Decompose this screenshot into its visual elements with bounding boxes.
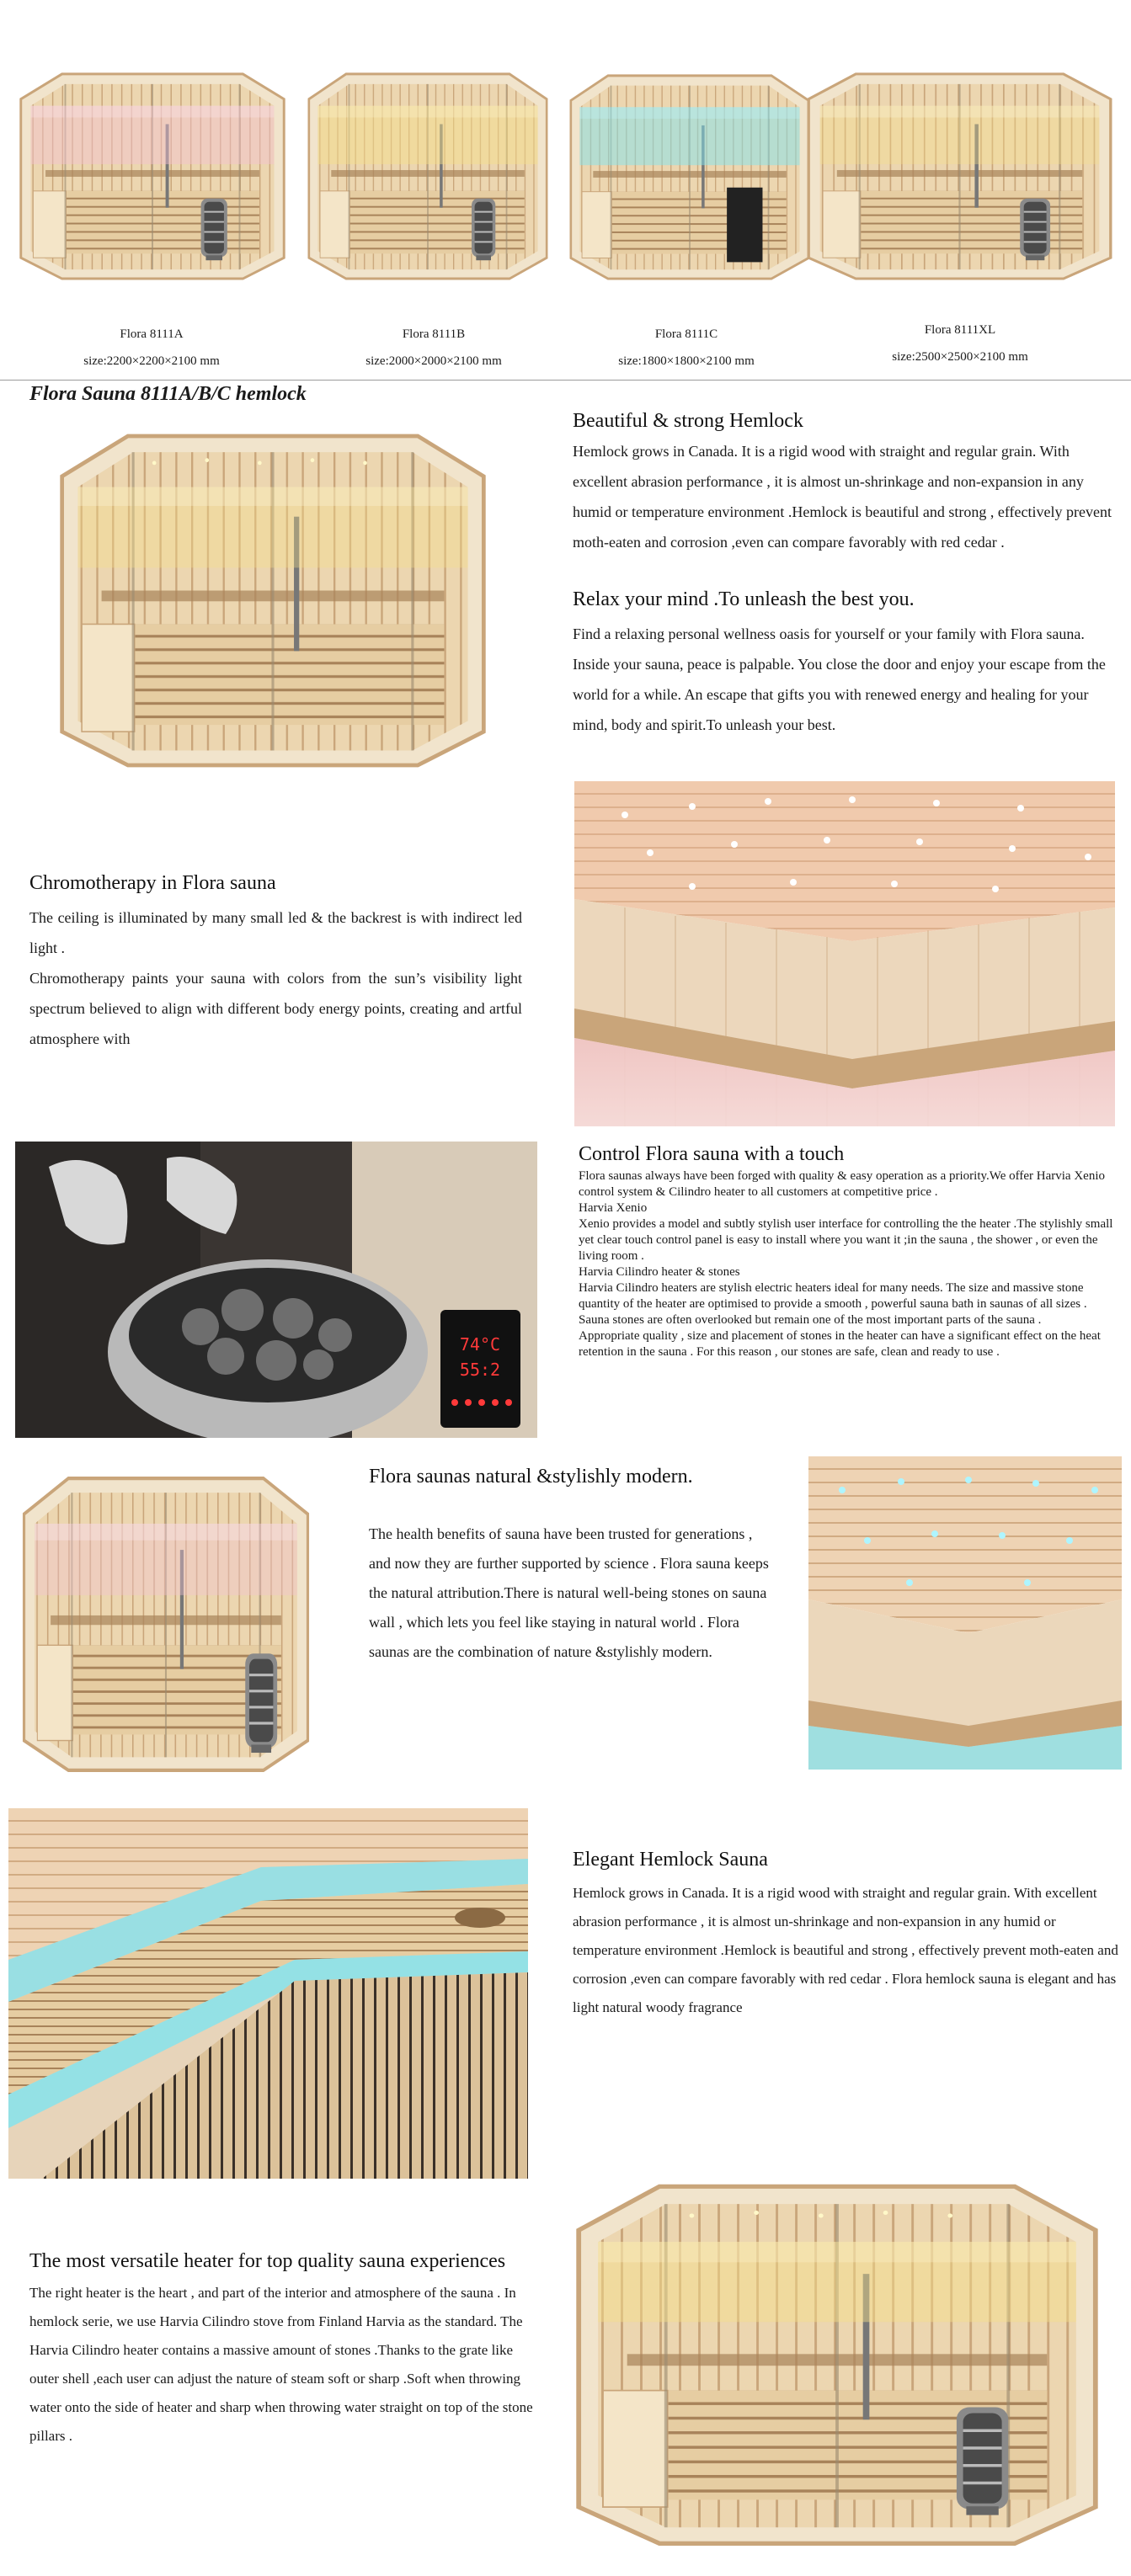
heater-body: The right heater is the heart , and part of the interior and atmosphere of the sauna . In hemlock serie, we use Harvia Cilindro stove from Finland Harvia as the standard. The Harvia Cilindro heater contains a massive amount of stones .Thanks to the grate like outer shell ,each user can adjust the nature of steam soft or sharp .Soft when throwing water onto the side of heater and sharp when throwing water straight on top of the stone pillars .	[29, 2285, 533, 2444]
control-line: Sauna stones are often overlooked but remain one of the most important parts of the sauna .	[579, 1313, 1042, 1327]
sauna-heater-image	[563, 2172, 1112, 2551]
control-heading: Control Flora sauna with a touch	[579, 1143, 845, 1165]
led-cyan-ceiling-image	[808, 1456, 1122, 1770]
product-image-8111a	[13, 66, 292, 283]
control-line: Xenio provides a model and subtly stylish user interface for controlling the the heater .The stylishly small yet clear touch control panel is easy to install where you want it ;in the sauna , the shower , or even the living room .	[579, 1217, 1113, 1263]
relax-body: Find a relaxing personal wellness oasis for yourself or your family with Flora sauna. Inside your sauna, peace is palpable. You close the door and enjoy your escape from the world for a while. An escape that gifts you with renewed energy and healing for your mind, body and spirit.To unleash your best.	[573, 625, 1106, 733]
panel-temp: 74°C	[459, 1334, 501, 1355]
panel-time: 55:2	[459, 1360, 501, 1380]
control-line: Flora saunas always have been forged with quality & easy operation as a priority.We offer Harvia Xenio control system & Cilindro heater to all customers at competitive price .	[579, 1169, 1105, 1199]
sauna-main-image	[49, 423, 497, 772]
control-subheading-cilindro: Harvia Cilindro heater & stones	[579, 1265, 740, 1279]
product-caption-8111b	[324, 324, 543, 371]
product-size: size:1800×1800×2100 mm	[618, 354, 755, 368]
product-model: Flora 8111A	[120, 327, 184, 341]
product-size: size:2500×2500×2100 mm	[892, 350, 1028, 364]
hemlock-heading: Beautiful & strong Hemlock	[573, 410, 803, 432]
hemlock-body: Hemlock grows in Canada. It is a rigid wood with straight and regular grain. With excellent abrasion performance , it is almost un-shrinkage and non-expansion in any humid or temperature environment .Hemlock is beautiful and strong , effectively prevent moth-eaten and corrosion ,even can compare favorably with red cedar .	[573, 443, 1112, 551]
control-line: Harvia Cilindro heaters are stylish electric heaters ideal for many needs. The size and massive stone quantity of the heater are optimised to provide a smooth , powerful sauna bath in saunas of all sizes .	[579, 1281, 1087, 1311]
elegant-heading: Elegant Hemlock Sauna	[573, 1849, 768, 1871]
elegant-body: Hemlock grows in Canada. It is a rigid wood with straight and regular grain. With excellent abrasion performance , it is almost un-shrinkage and non-expansion in any humid or temperature environment .Hemlock is beautiful and strong , effectively prevent moth-eaten and corrosion ,even can compare favorably with red cedar . Flora hemlock sauna is elegant and has light natural woody fragrance	[573, 1885, 1118, 2015]
natural-body: The health benefits of sauna have been trusted for generations , and now they are further supported by science . Flora sauna keeps the natural attribution.There is natural well-being stones on sauna wall , which lets you feel like staying in natural world . Flora saunas are the combination of nature &stylishly modern.	[369, 1525, 769, 1660]
bench-cyan-image	[8, 1808, 528, 2179]
product-model: Flora 8111XL	[924, 323, 996, 337]
control-subheading-xenio: Harvia Xenio	[579, 1201, 648, 1215]
led-ceiling-image	[574, 781, 1115, 1126]
page-title: Flora Sauna 8111A/B/C hemlock	[29, 383, 307, 405]
heater-heading: The most versatile heater for top quality sauna experiences	[29, 2250, 506, 2272]
sauna-corner-image	[15, 1466, 317, 1776]
relax-heading: Relax your mind .To unleash the best you.	[573, 588, 915, 610]
product-image-8111c	[563, 67, 816, 283]
product-model: Flora 8111B	[402, 327, 466, 341]
product-size: size:2200×2200×2100 mm	[83, 354, 220, 368]
product-model: Flora 8111C	[654, 327, 718, 341]
product-caption-8111c	[577, 324, 796, 371]
natural-heading: Flora saunas natural &stylishly modern.	[369, 1466, 693, 1488]
control-line: Appropriate quality , size and placement of stones in the heater can have a significant effect on the heat retention in the sauna . For this reason , our stones are safe, clean and ready to use .	[579, 1329, 1101, 1359]
product-caption-8111a	[42, 324, 261, 371]
chromotherapy-heading: Chromotherapy in Flora sauna	[29, 872, 276, 894]
product-image-8111xl	[799, 66, 1120, 283]
product-image-8111b	[301, 66, 554, 283]
control-body	[579, 1168, 1122, 1360]
product-size: size:2000×2000×2100 mm	[365, 354, 502, 368]
heater-stones-image	[15, 1142, 537, 1438]
chromotherapy-body: The ceiling is illuminated by many small led & the backrest is with indirect led light . Chromotherapy paints your sauna with colors from the sun’s visibility light spectrum believed to align with different body energy points, creating and artful atmosphere with	[29, 909, 522, 1047]
product-caption-8111xl	[851, 320, 1070, 367]
